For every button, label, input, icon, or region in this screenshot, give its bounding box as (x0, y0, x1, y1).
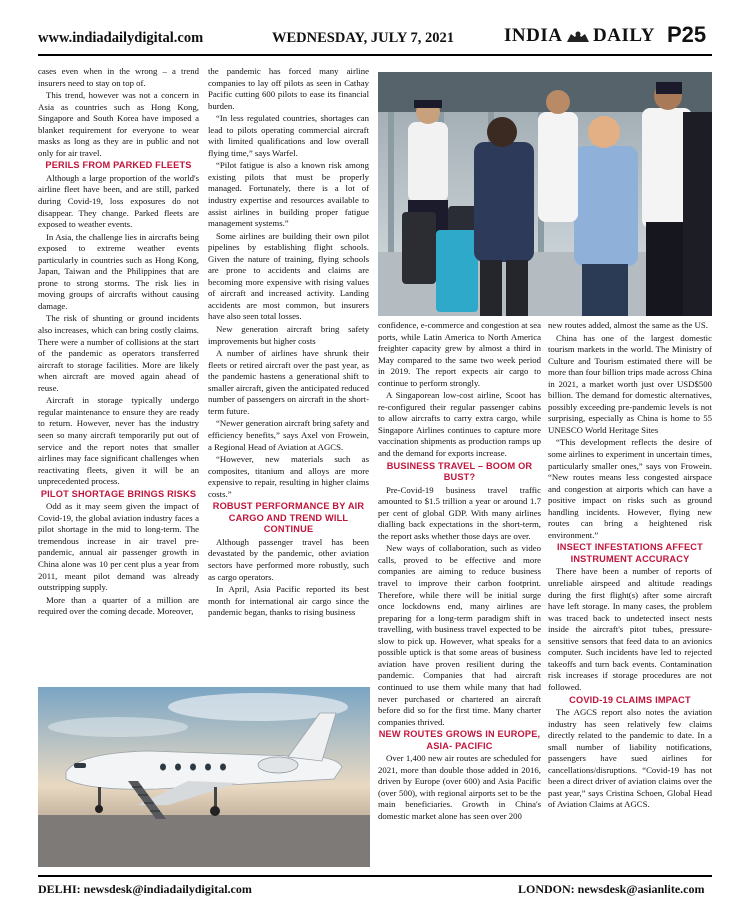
subheading: BUSINESS TRAVEL – BOOM OR BUST? (386, 460, 533, 483)
footer-rule (38, 875, 712, 877)
issue-date: WEDNESDAY, JULY 7, 2021 (272, 30, 454, 46)
private-jet-photo (38, 687, 370, 867)
page-number: P25 (667, 22, 707, 47)
jet-photo-illustration (38, 687, 370, 867)
paragraph: Pre-Covid-19 business travel traffic amounted to $1.5 trillion a year or around 1.7 per cent of global GDP. With many airlines dialling back expectations in the short-term, the report asks whether those days are over. (378, 484, 541, 541)
paragraph: New ways of collaboration, such as video calls, proved to be effective and more companies are aiming to reduce business travel to improve their carbon footprint. Therefore, while there will be initial surge once lockdowns end, many airlines are preparing for a long-term paradigm shift in travelling, with business travel expected to be slow to pick up. However, what speaks for a possible uptick is that some areas of business aviation have proven resilient during the pandemic. Companies that had aircraft continued to use them while many that had never purchased or chartered an aircraft before did so for the first time. Many charter companies thrived. (378, 543, 541, 727)
paragraph: confidence, e-commerce and congestion at sea ports, while Latin America to North America freighter capacity grew by almost a third in May compared to the same two week period in 2019. The report expects air cargo to continue to perform strongly. (378, 320, 541, 388)
paragraph: Aircraft in storage typically undergo regular maintenance to ensure they are ready to return. However, never has the industry seen so many aircraft temporarily put out of service and the report notes that smaller airlines may face significant challenges when reactivating fleets, given it will be an unprecedented process. (38, 395, 199, 487)
paragraph: cases even when in the wrong – a trend insurers need to stay on top of. (38, 66, 199, 88)
subheading: ROBUST PERFORMANCE BY AIR CARGO AND TREND WILL CONTINUE (212, 501, 365, 535)
pilots-airport-photo (378, 72, 712, 316)
logo-text-india: INDIA (504, 25, 563, 46)
paragraph: The risk of shunting or ground incidents also increases, which can bring costly claims. There were a number of collisions at the start of the pandemic as operators transferred aircraft to storage facilities. More are likely when aircraft are moved again ahead of reuse. (38, 313, 199, 393)
paragraph: China has one of the largest domestic tourism markets in the world. The Ministry of Culture and Tourism estimated there will be more than four billion trips made across China in 2021, a market worth just over USD$500 billion. The demand for domestic alternatives, possibly exceeding pre-pandemic levels is not surprising, especially as China is home to 55 UNESCO World Heritage Sites (548, 332, 712, 435)
paragraph: Over 1,400 new air routes are scheduled for 2021, more than double those added in 2016, driven by Europe (over 600) and Asia Pacific (over 500), with regional airports set to be the main beneficiaries. Growth in China's domestic market alone has seen over 200 (378, 753, 541, 821)
paragraph: A number of airlines have shrunk their fleets or retired aircraft over the past year, as the pandemic hastens a generational shift to smaller aircraft, given the anticipated reduced number of passengers on aircraft in the short-term future. (208, 348, 369, 416)
paragraph: new routes added, almost the same as the US. (548, 320, 708, 330)
paragraph: A Singaporean low-cost airline, Scoot has re-configured their regular passenger cabins to allow aircrafts to carry extra cargo, while Singapore Airlines continues to capture more vaccination shipments as production ramps up and the demand for exports increase. (378, 390, 541, 459)
lion-emblem-icon (565, 29, 591, 45)
paragraph: “This development reflects the desire of some airlines to experiment in uncertain times, particularly smaller ones,” says von Frowein. “New routes means less congested airspace and congestion at airports which can have a positive impact on risks such as ground handling incidents. However, flying new routes can bring a heightened risk environment.” (548, 437, 713, 540)
paragraph: “Newer generation aircraft bring safety and efficiency benefits,” says Axel von Frowein, a Regional Head of Aviation at AGCS. (208, 418, 369, 452)
subheading: NEW ROUTES GROWS IN EUROPE, ASIA- PACIFIC (378, 729, 541, 751)
paragraph: “Pilot fatigue is also a known risk among existing pilots that must be properly managed. Fortunately, there is a lot of industry expertise and resources available to assist airlines in building proper fatigue management systems.” (208, 160, 369, 229)
subheading: PILOT SHORTAGE BRINGS RISKS (40, 488, 197, 499)
paragraph: The AGCS report also notes the aviation industry has seen relatively few claims directly related to the pandemic to date. In a small number of liability notifications, passengers have sued airlines for cancellations/disruptions. “Covid-19 has not been a direct driver of aviation claims over the past year,” says Cristina Schoen, Global Head of Aviation Claims at AGCS. (548, 707, 712, 810)
column-3 (378, 320, 541, 824)
header-rule (38, 54, 712, 56)
paragraph: Some airlines are building their own pilot pipelines by establishing flight schools. Given the nature of training, flying schools are prone to accidents and claims are becoming more expensive with rising values of aircraft and increased activity. Landing accidents are most common, but insurers have also seen total losses. (208, 230, 369, 322)
paragraph: Odd as it may seem given the impact of Covid-19, the global aviation industry faces a pilot shortage in the mid to long-term. The tremendous increase in air travel pre-pandemic, annual air passenger growth in China alone was 10 per cent plus a year from 2011, meant pilot demand was already outstripping supply. (38, 501, 199, 593)
paragraph: Although passenger travel has been devastated by the pandemic, other aviation sectors have performed more robustly, such as cargo operators. (208, 536, 369, 582)
subheading: INSECT INFESTATIONS AFFECT INSTRUMENT ACCURACY (557, 542, 703, 564)
pilots-photo-illustration (378, 72, 712, 316)
paragraph: Although a large proportion of the world's airline fleet have been, and are still, parked during Covid-19, loss exposures do not disappear. They change. Parked fleets are exposed to weather events. (38, 172, 199, 230)
paragraph: “However, new materials such as composites, titanium and alloys are more expensive to repair, resulting in higher claims costs.” (208, 454, 369, 499)
paragraph: This trend, however was not a concern in Asia as countries such as Hong Kong, Singapore and South Korea have imposed a blanket requirement for everyone to wear masks as long as they are in public and not only for air travel. (38, 90, 199, 158)
paragraph: “In less regulated countries, shortages can lead to pilots operating commercial aircraft with limited qualifications and low overall flying time,” says Warfel. (208, 113, 369, 158)
paragraph: New generation aircraft bring safety improvements but higher costs (208, 324, 369, 346)
column-2 (208, 66, 369, 620)
column-1 (38, 66, 199, 619)
footer-delhi-email[interactable]: DELHI: newsdesk@indiadailydigital.com (38, 882, 252, 896)
logo-text-daily: DAILY (593, 25, 655, 46)
paragraph: There have been a number of reports of unreliable airspeed and altitude readings during the first flight(s) after some aircraft have left storage. In many cases, the problem was traced back to undetected insect nests inside the aircraft's pitot tubes, pressure-sensitive sensors that feed data to an avionics computer. Such incidents have led to rejected takeoffs and turn back events. Contamination risk increases if storage procedures are not followed. (548, 566, 712, 692)
subheading: PERILS FROM PARKED FLEETS (45, 160, 192, 171)
paragraph: In April, Asia Pacific reported its best month for international air cargo since the pandemic began, thanks to rising business (208, 584, 369, 618)
subheading: COVID-19 CLAIMS IMPACT (569, 694, 691, 705)
masthead-logo (504, 25, 664, 47)
paragraph: In Asia, the challenge lies in aircrafts being exposed to extreme weather events particularly in countries such as Hong Kong, Japan, Taiwan and the Philippines that are prone to strong storms. The risk lies in moving groups of aircrafts without causing damage. (38, 231, 199, 311)
paragraph: More than a quarter of a million are required over the coming decade. Moreover, (38, 594, 199, 617)
paragraph: the pandemic has forced many airline companies to lay off pilots as seen in Cathay Pacific cutting 600 pilots to ease its financial burden. (208, 66, 369, 111)
footer-london-email[interactable]: LONDON: newsdesk@asianlite.com (518, 882, 705, 896)
website-url[interactable]: www.indiadailydigital.com (38, 30, 204, 46)
column-4 (548, 320, 712, 812)
